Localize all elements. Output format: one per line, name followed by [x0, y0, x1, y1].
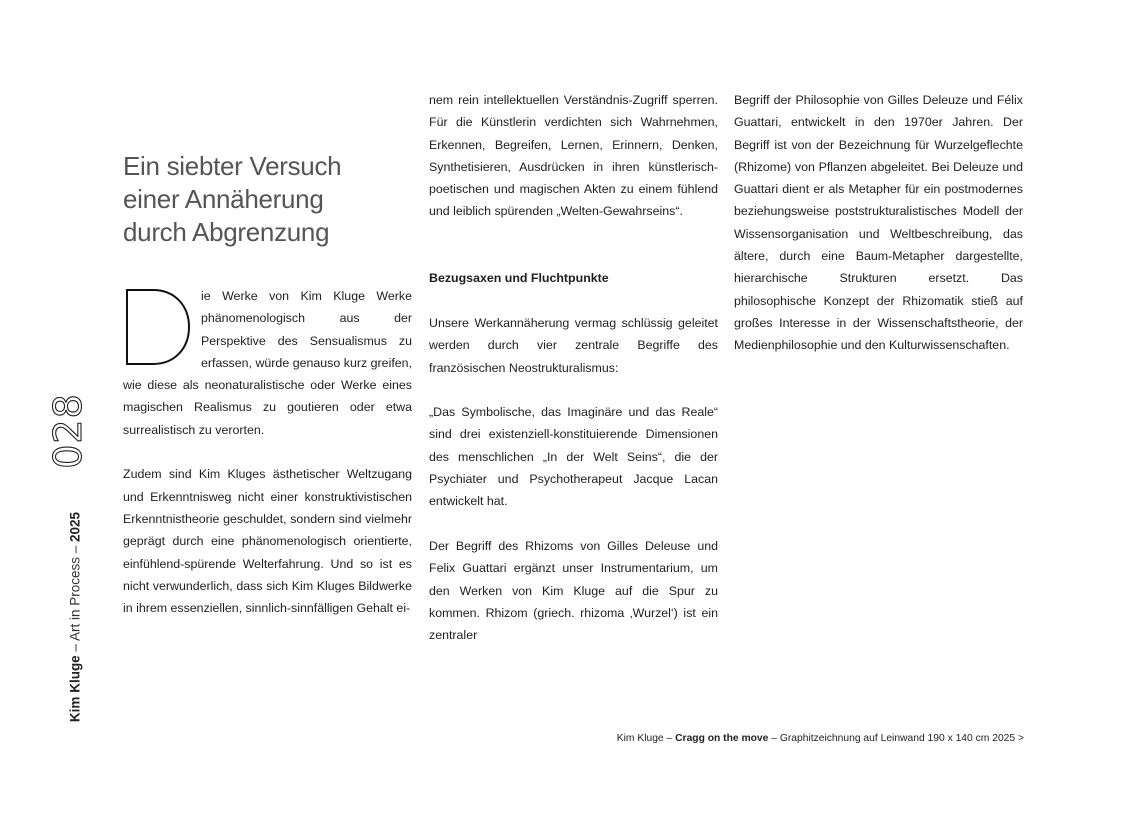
text-column-3: [734, 89, 1023, 357]
next-arrow[interactable]: >: [1015, 733, 1024, 744]
article-title: [123, 150, 413, 249]
footer-series: Art in Process: [67, 557, 83, 642]
footer-sep-2: –: [67, 541, 83, 557]
footer-year: 2025: [67, 511, 83, 542]
paragraph-4: Unsere Werkannäherung vermag schlüssig geleitet werden durch vier zentrale Begriffe des französischen Neostrukturalismus:: [429, 315, 718, 375]
caption-artist: Kim Kluge: [616, 733, 664, 744]
caption-sep-1: –: [663, 733, 676, 744]
paragraph-1: ie Werke von Kim Kluge Werke phänomenologisch aus der Perspektive des Sensualismus zu erfassen, würde genauso kurz greifen, wie diese als neonaturalistische oder Werke eines magischen Realismus zu goutieren oder etwa surrealistisch zu verorten.: [123, 289, 412, 437]
paragraph-5: „Das Symbolische, das Imaginäre und das Reale“ sind drei existenziell-konstituierende Dimensionen des menschlichen „In der Welt Seins“, die der Psychiater und Psychotherapeut Jacque Lacan entwickelt hat.: [429, 405, 718, 509]
page-number: [46, 393, 90, 469]
section-heading: Bezugsaxen und Fluchtpunkte: [429, 271, 609, 286]
page-number-text: 028: [46, 393, 90, 469]
footer-sep-1: –: [67, 641, 83, 656]
paragraph-7: Begriff der Philosophie von Gilles Deleuze und Félix Guattari, entwickelt in den 1970er Jahren. Der Begriff ist von der Bezeichnung für Wurzelgeflechte (Rhizome) von Pflanzen abgeleitet. Bei Deleuze und Guattari dient er als Metapher für ein postmodernes beziehungsweise poststrukturalistisches Modell der Wissensorganisation und Weltbeschreibung, das ältere, durch eine Baum-Metapher dargestellte, hierarchische Strukturen ersetzt. Das philosophische Konzept der Rhizomatik stieß auf großes Interesse in der Wissenschaftstheorie, der Medienphilosophie und den Kulturwissenschaften.: [734, 93, 1023, 353]
title-line-2: einer Annäherung: [123, 184, 324, 214]
caption-details: Graphitzeichnung auf Leinwand 190 x 140 cm 2025: [779, 733, 1016, 744]
image-caption: [617, 733, 1024, 744]
caption-sep-2: –: [768, 733, 780, 744]
text-column-1: [123, 285, 412, 619]
paragraph-6: Der Begriff des Rhizoms von Gilles Deleuse und Felix Guattari ergänzt unser Instrumentarium, um den Werken von Kim Kluge auf die Spur zu kommen. Rhizom (griech. rhizoma ‚Wurzel‘) ist ein zentraler: [429, 538, 718, 643]
title-line-3: durch Abgrenzung: [123, 217, 330, 247]
caption-work-title: Cragg on the move: [675, 733, 769, 744]
title-line-1: Ein siebter Versuch: [123, 151, 342, 181]
paragraph-3: nem rein intellektuellen Verständnis-Zugriff sperren. Für die Künstlerin verdichten sich Wahrnehmen, Erkennen, Begreifen, Lernen, Erinnern, Denken, Synthetisieren, Ausdrücken in ihren künstlerisch-poetischen und magischen Akten zu einem fühlend und leiblich spürenden „Welten-Gewahrseins“.: [429, 93, 718, 219]
drop-cap-d: [123, 288, 193, 366]
text-column-2: [429, 89, 718, 646]
running-footer: [64, 497, 86, 737]
footer-author: Kim Kluge: [67, 655, 83, 723]
paragraph-2: Zudem sind Kim Kluges ästhetischer Weltzugang und Erkenntnisweg nicht einer konstruktivistischen Erkenntnistheorie geschuldet, sondern sind vielmehr geprägt durch eine phänomenologisch orientierte, einfühlend-spürende Welterfahrung. Und so ist es nicht verwunderlich, dass sich Kim Kluges Bildwerke in ihrem essenziellen, sinnlich-sinnfälligen Gehalt ei-: [123, 467, 412, 616]
